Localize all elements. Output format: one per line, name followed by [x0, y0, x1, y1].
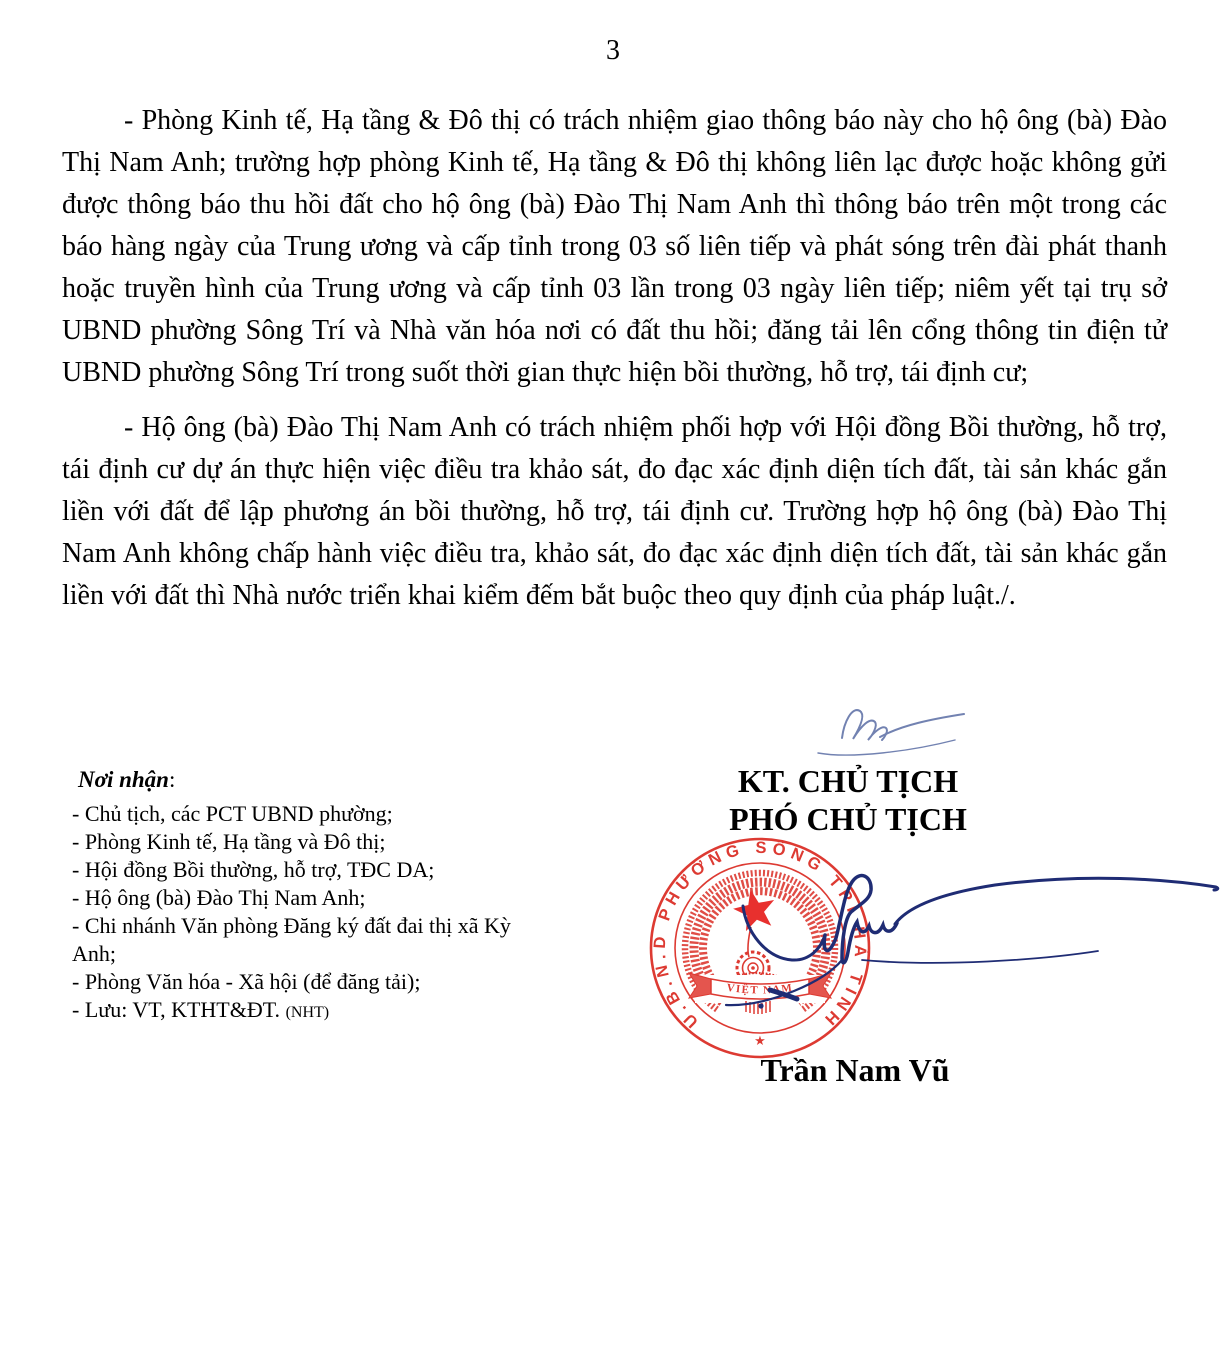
signature-diagonal — [726, 960, 842, 1005]
signature-ink-dot — [758, 1003, 763, 1008]
initials-signature — [812, 692, 1012, 762]
paragraph-2: - Hộ ông (bà) Đào Thị Nam Anh có trách nhiệm phối hợp với Hội đồng Bồi thường, hỗ trợ, tái định cư dự án thực hiện việc điều tra khảo sát, đo đạc xác định diện tích đất, tài sản khác gắn liền với đất để lập phương án bồi thường, hỗ trợ, tái định cư. Trường hợp hộ ông (bà) Đào Thị Nam Anh không chấp hành việc điều tra, khảo sát, đo đạc xác định diện tích đất, tài sản khác gắn liền với đất thì Nhà nước triển khai kiểm đếm bắt buộc theo quy định của pháp luật./. — [62, 412, 1167, 611]
signature-loops — [824, 876, 897, 963]
initials-scribble — [842, 710, 887, 740]
recipients-block — [72, 767, 522, 1027]
signature-underline — [862, 951, 1098, 963]
recipient-item: - Chi nhánh Văn phòng Đăng ký đất đai thị xã Kỳ Anh; — [72, 913, 511, 966]
recipient-luu-text: - Lưu: VT, KTHT&ĐT. — [72, 997, 281, 1022]
signer-role-line2: PHÓ CHỦ TỊCH — [729, 801, 967, 837]
recipient-item: - Phòng Kinh tế, Hạ tầng và Đô thị; — [72, 829, 386, 854]
document-body — [62, 100, 1167, 617]
signer-name: Trần Nam Vũ — [760, 1052, 950, 1088]
seal-bottom-star-icon: ★ — [754, 1033, 766, 1048]
recipients-title — [78, 767, 522, 793]
signature-flourish — [895, 878, 1218, 924]
signer-role-line1: KT. CHỦ TỊCH — [737, 763, 959, 799]
paragraph-1: - Phòng Kinh tế, Hạ tầng & Đô thị có trách nhiệm giao thông báo này cho hộ ông (bà) Đào Thị Nam Anh; trường hợp phòng Kinh tế, Hạ tầng & Đô thị không liên lạc được hoặc không gửi được thông báo thu hồi đất cho hộ ông (bà) Đào Thị Nam Anh thì thông báo trên một trong các báo hàng ngày của Trung ương và cấp tỉnh trong 03 số liên tiếp và phát sóng trên đài phát thanh hoặc truyền hình của Trung ương và cấp tỉnh 03 lần trong 03 ngày liên tiếp; niêm yết tại trụ sở UBND phường Sông Trí và Nhà văn hóa nơi có đất thu hồi; đăng tải lên cổng thông tin điện tử UBND phường Sông Trí trong suốt thời gian thực hiện bồi thường, hỗ trợ, tái định cư; — [62, 105, 1167, 388]
recipients-title-text: Nơi nhận — [78, 767, 169, 792]
recipient-item: - Phòng Văn hóa - Xã hội (để đăng tải); — [72, 969, 421, 994]
recipient-luu-note: (NHT) — [285, 1004, 330, 1021]
recipient-item: - Chủ tịch, các PCT UBND phường; — [72, 801, 393, 826]
seal-banner-text: VIỆT NAM — [725, 981, 795, 997]
initials-flourish — [880, 714, 964, 737]
seal-ring-text: U.B.N.D PHƯỜNG SÔNG TRÍ HÀ TĨNH — [650, 838, 870, 1032]
signature-strokes — [620, 820, 1226, 1030]
recipient-item: - Hộ ông (bà) Đào Thị Nam Anh; — [72, 885, 366, 910]
recipients-title-colon: : — [168, 767, 176, 792]
recipient-item: - Hội đồng Bồi thường, hỗ trợ, TĐC DA; — [72, 857, 435, 882]
initials-underline — [818, 740, 955, 755]
recipient-item-luu — [72, 996, 522, 1027]
signature-leadin — [743, 906, 825, 960]
page-number: 3 — [606, 35, 620, 66]
